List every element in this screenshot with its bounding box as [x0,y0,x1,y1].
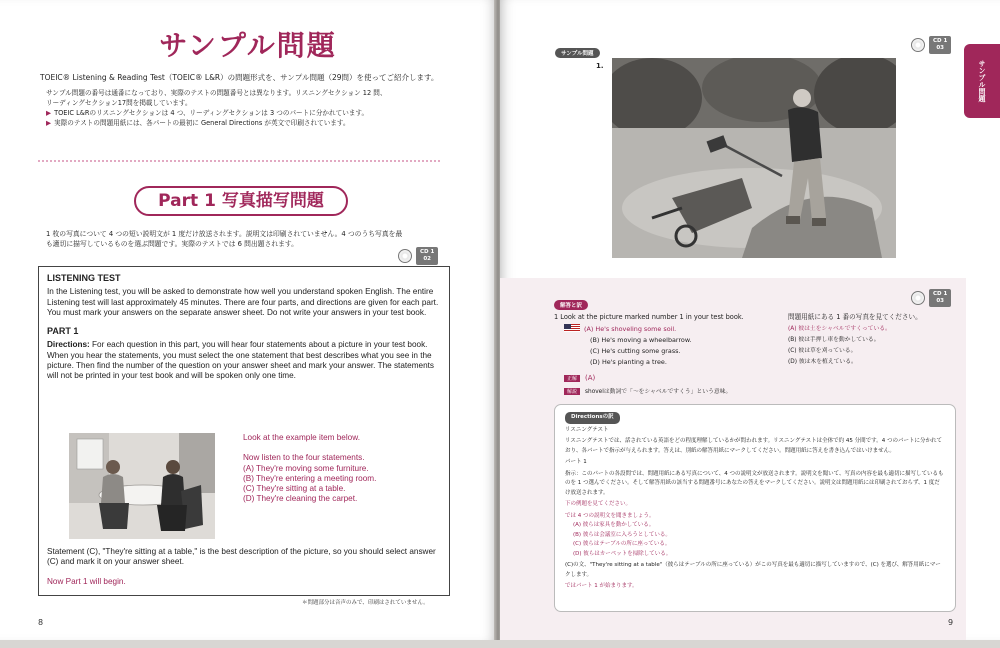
question-text: 1 Look at the picture marked number 1 in your test book. [554,313,744,321]
us-flag-icon [564,324,580,332]
page-number: 9 [948,618,954,627]
notes-list [46,88,456,128]
listening-test-box [38,266,450,596]
directions-heading: リスニングテスト [565,426,609,433]
directions-text: リスニングテストでは、話されている英語をどの程度理解しているかが問われます。リスニングテストは全体で約 45 分間です。4 つのパートに分かれており、各パートで指示が与えられます。答えは、別紙の解答用紙にマークしてください。問題用紙に答えを書き込んではいけません。 [565,438,942,454]
cd-track-badge: CD 1 03 [911,36,951,54]
statement-translation: (C)の文、"They're sitting at a table"（彼らはテーブルの所に座っている）がこの写真を最も適切に描写していますので、(C) を選び、解答用紙にマークします。 [565,562,941,578]
note-line: ▶ 実際のテストの問題用紙には、各パートの最初に General Directions が英文で印刷されています。 [46,119,350,127]
listening-paragraph: In the Listening test, you will be asked to demonstrate how well you understand spoken English. The entire Listening test will last approximately 45 minutes. There are four parts, and directions are given for each part. You must mark your answers on the separate answer sheet. Do not write your answers in your test book. [47,287,439,317]
part-heading: Part 1 写真描写問題 [134,186,348,216]
cd-icon [911,291,925,305]
part-begin: Now Part 1 will begin. [47,577,126,586]
side-index-tab: サンプル問題 [964,44,1000,118]
part-description: 1 枚の写真について 4 つの短い説明文が 1 度だけ放送されます。説明文は印刷されていません。4 つのうち写真を最 も適切に描写しているものを選ぶ問題です。実際のテストでは 6 問出題されます。 [46,230,403,248]
cd-icon [398,249,412,263]
example-statements: Look at the example item below. Now listen to the four statements. (A) They're moving some furniture. (B) They're entering a meeting room. (C) They're sitting at a table. (D) They're cleaning the carpet. [243,433,377,504]
choice-item: (C) He's cutting some grass. [590,347,681,355]
arrow-icon: ▶ [46,119,52,127]
note-line: リーディングセクション17問を掲載しています。 [46,99,192,107]
cd-track-badge: CD 1 03 [911,289,951,307]
question-photo [612,58,896,258]
note-line: サンプル問題の番号は通番になっており、実際のテストの問題番号とは異なります。リスニングセクション 12 問、 [46,89,387,97]
listening-heading: LISTENING TEST [47,273,121,283]
choice-item: (D) He's planting a tree. [590,358,667,366]
answer-explanation: Statement (C), "They're sitting at a table," is the best description of the picture, so you should select answer (C) and mark it on your answer sheet. [47,547,436,567]
page-number: 8 [38,618,44,627]
right-page [500,0,1000,640]
cd-icon [911,38,925,52]
page-title: サンプル問題 [159,29,337,62]
directions-paragraph: Directions: For each question in this part, you will hear four statements about a picture in your test book. When you hear the statements, you must select the one statement that best describes what you see in the picture. Then find the number of the question on your answer sheet and mark your answer. The statements will not be printed in your test book and will be spoken only one time. [47,340,435,381]
dotted-divider [38,160,440,162]
directions-translation-box: Directionsの訳 リスニングテスト リスニングテストでは、話されている英語をどの程度理解しているかが問われます。リスニングテストは全体で約 45 分間です。4 つのパートに分かれており、各パートで指示が与えられます。答えは、別紙の解答用紙にマークしてください。問題用紙に答えを書き込んではいけません。 パート 1 指示：このパートの各設問では、問題用紙にある写真について、4 つの説明文が放送されます。説明文を聞いて、写真の内容を最も適切に描写しているものを 1 つ選んでください。そして解答用紙の該当する問題番号にあなたの答えをマークしてください。説明文は問題用紙には印刷されておらず、1 度だけ放送されます。 下の例題を見てください。 では 4 つの説明文を聞きましょう。 (A) 彼らは家具を動かしている。 (B) 彼らは会議室に入ろうとしている。 (C) 彼らはテーブルの所に座っている。 (D) 彼らはカーペットを掃除している。 (C)の文、"They're sitting at a table"（彼らはテーブルの所に座っている）がこの写真を最も適切に描写していますので、(C) を選び、解答用紙にマークします。 ではパート 1 が始まります。 [554,404,956,612]
example-photo [69,433,215,539]
choice-item: (B) He's moving a wheelbarrow. [590,336,692,344]
intro-text: TOEIC® Listening & Reading Test（TOEIC® L&R）の問題形式を、サンプル問題（29問）を使ってご紹介します。 [40,73,439,82]
begin-translation: ではパート 1 が始まります。 [565,583,638,589]
choice-item: (A) He's shoveling some soil. [564,324,692,335]
section-tag: サンプル問題 [555,48,600,58]
footnote: ＊問題部分は音声のみで、印刷はされていません。 [302,600,429,606]
part-directions-text: 指示：このパートの各設問では、問題用紙にある写真について、4 つの説明文が放送されます。説明文を聞いて、写真の内容を最も適切に描写しているものを 1 つ選んでください。そして解答用紙の該当する問題番号にあなたの答えをマークしてください。説明文は問題用紙には印刷されておらず、1 度だけ放送されます。 [565,470,944,496]
correct-answer: 正解 (A) [564,374,595,382]
left-page [0,0,496,640]
cd-track-badge: CD 1 02 [398,247,438,265]
question-translation: 問題用紙にある 1 番の写真を見てください。 [788,313,922,321]
choices-list [564,324,692,368]
question-number: 1. [596,62,604,70]
note-line: ▶ TOEIC L&Rのリスニングセクションは 4 つ、リーディングセクションは 3 つのパートに分かれています。 [46,109,369,117]
answer-tag: 解答と訳 [554,300,588,310]
arrow-icon: ▶ [46,109,52,117]
part-label: パート 1 [565,459,587,465]
directions-tag: Directionsの訳 [565,412,620,424]
choices-translation: (A) 彼は土をシャベルですくっている。 (B) 彼は手押し車を動かしている。 (C) 彼は草を刈っている。 (D) 彼は木を植えている。 [788,326,891,365]
part1-heading: PART 1 [47,326,79,337]
answer-note: 解説 shovelは動詞で「～をシャベルですくう」という意味。 [564,386,731,395]
